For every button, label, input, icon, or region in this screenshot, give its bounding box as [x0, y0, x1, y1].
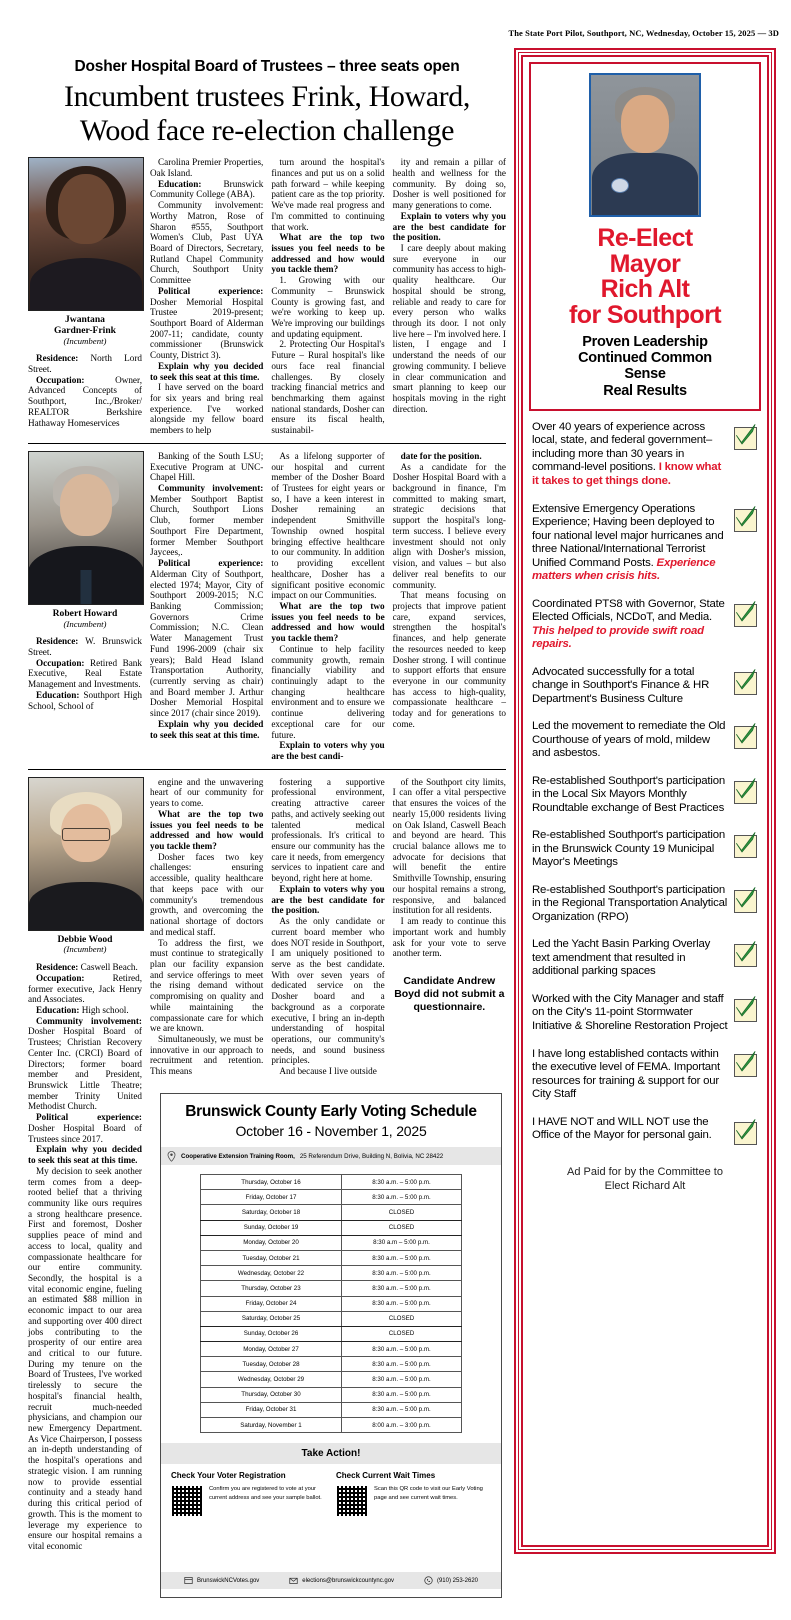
- candidate-column-4: [393, 157, 506, 436]
- table-row: [201, 1190, 462, 1205]
- flyer-location-address: 25 Referendum Drive, Building N, Bolivia, NC 28422: [299, 1152, 444, 1160]
- col2-para: Community involvement: Member Southport Baptist Church, Southport Lions Club, former member Southport Fire Department, former Member Southport Jaycees,.: [150, 483, 264, 558]
- voter-registration-block: [171, 1471, 326, 1517]
- col2-para: What are the top two issues you feel needs to be addressed and how would you tackle them?: [150, 808, 264, 852]
- bio-para: Explain why you decided to seek this seat at this time.: [28, 1144, 142, 1166]
- footer-phone: (910) 253-2620: [436, 1577, 478, 1584]
- candidate-bio: [28, 353, 142, 428]
- table-row: [201, 1418, 462, 1433]
- schedule-hours: 8:30 a.m. – 5:00 p.m.: [342, 1357, 462, 1372]
- checkmark-icon: [733, 940, 758, 965]
- col3-para: As a lifelong supporter of our hospital and current member of the Dosher Board of Trustees for eight years or so, I have a keen interest in Dosher remaining an independent Smithville Township owned hospital bringing effective healthcare to our community. In addition to providing excellent healthcare, Dosher has a significant positive economic impact on our Communities.: [271, 450, 385, 601]
- col2-para: Community involvement: Worthy Matron, Rose of Sharon #555, Southport Women's Club, Past UYA Board of Directors, Secretary, Rutland Chapel Community Church, Southport Unity Committee: [150, 200, 264, 286]
- table-row: [201, 1175, 462, 1190]
- bio-para: Residence: Caswell Beach.: [36, 962, 138, 973]
- candidate-photo-wrap: [28, 451, 142, 629]
- accomplishment-item: [532, 598, 758, 652]
- accomplishment-item: [532, 884, 758, 925]
- accomplishment-item: [532, 666, 758, 707]
- col4-para: I am ready to continue this important work and humbly ask for your vote to serve another term.: [392, 916, 506, 959]
- checkmark-icon: [733, 777, 758, 802]
- take-action-banner: Take Action!: [161, 1443, 501, 1464]
- headline-line-2: Wood face re-election challenge: [79, 113, 455, 147]
- schedule-hours: CLOSED: [342, 1205, 462, 1220]
- flyer-title: Brunswick County Early Voting Schedule: [185, 1103, 477, 1120]
- bio-para: Education: High school.: [36, 1005, 129, 1015]
- bio-para: Education: Southport High School, School of: [28, 689, 142, 711]
- schedule-hours: 8:30 a.m. – 5:00 p.m.: [342, 1296, 462, 1311]
- table-row: [201, 1357, 462, 1372]
- schedule-hours: 8:30 a.m. – 5:00 p.m.: [342, 1342, 462, 1357]
- table-row: [201, 1266, 462, 1281]
- schedule-day: Saturday, October 25: [201, 1311, 342, 1326]
- flyer-location-bar: [161, 1147, 501, 1165]
- bio-para: Residence: W. Brunswick Street.: [28, 636, 142, 657]
- campaign-advertisement: [514, 48, 776, 1554]
- candidate-status: (Incumbent): [63, 618, 107, 629]
- ad-disclaimer: [532, 1165, 758, 1194]
- bio-para: Occupation: Retired, former executive, Jack Henry and Associates.: [28, 972, 142, 1005]
- ad-tagline-line-1: Proven Leadership: [582, 334, 708, 350]
- col2-para: engine and the unwavering heart of our community for years to come.: [150, 776, 264, 809]
- col3-para: Continue to help facility community growth, remain financially viability and continuingly adapt to the changing healthcare environment and to ensure we continue delivering exceptional care for our future.: [271, 643, 385, 740]
- checkmark-icon: [733, 831, 758, 856]
- schedule-day: Friday, October 24: [201, 1296, 342, 1311]
- schedule-hours: CLOSED: [342, 1326, 462, 1341]
- candidate-block-2: [28, 443, 506, 762]
- accomplishment-item: [532, 829, 758, 870]
- table-row: [201, 1220, 462, 1235]
- col2-para: Dosher faces two key challenges: ensuring accessible, quality healthcare that keeps pace with our community's tremendous growth, and overcoming the national shortage of doctors and medical staff.: [150, 851, 264, 937]
- bio-para: Political experience: Dosher Hospital Board of Trustees since 2017.: [28, 1112, 142, 1144]
- early-voting-flyer: [160, 1093, 502, 1598]
- schedule-day: Sunday, October 19: [201, 1220, 342, 1235]
- col4-para: I care deeply about making sure everyone in our community has access to high-quality healthcare. Our hospital should be strong, reliable and ready to care for every person who walks through its door. I not only live here – I'm involved here. I listen, I engage and I understand the needs of our growing community. I believe in clear communication and smart planning to keep our hospitals moving in the right direction.: [392, 242, 506, 414]
- accomplishment-text: Led the movement to remediate the Old Courthouse of years of mold, mildew and asbestos.: [532, 720, 726, 760]
- envelope-icon: [289, 1576, 298, 1585]
- ad-disclaimer-line-1: Ad Paid for by the Committee to: [567, 1165, 723, 1178]
- section-divider: [28, 769, 506, 770]
- schedule-day: Monday, October 27: [201, 1342, 342, 1357]
- accomplishment-text: Over 40 years of experience across local, state, and federal government– including more than 30 years in command-level positions. I know what it takes to get things done.: [532, 420, 722, 487]
- voter-registration-heading: Check Your Voter Registration: [171, 1471, 286, 1481]
- col3-para: fostering a supportive professional environment, creating attractive career paths, and actively seeking out talented medical professionals. It's critical to ensure our community has the care it needs, from emergency services to inpatient care and beyond, right here at home.: [271, 776, 385, 884]
- checkmark-icon: [733, 600, 758, 625]
- col2-para: Explain why you decided to seek this seat at this time.: [150, 360, 264, 382]
- candidate-status: (Incumbent): [63, 944, 107, 955]
- candidate-column-3: [271, 157, 384, 436]
- schedule-hours: 8:00 a.m. – 3:00 p.m.: [342, 1418, 462, 1433]
- checkmark-icon: [733, 423, 758, 448]
- table-row: [201, 1402, 462, 1417]
- bio-para: Occupation: Retired Bank Executive, Real Estate Management and Investments.: [28, 657, 142, 690]
- candidate-bio: [28, 636, 142, 711]
- schedule-day: Wednesday, October 22: [201, 1266, 342, 1281]
- checkmark-icon: [733, 505, 758, 530]
- candidate-status: (Incumbent): [63, 335, 107, 346]
- map-pin-icon: [167, 1151, 176, 1162]
- footer-phone-item[interactable]: [424, 1576, 478, 1585]
- accomplishment-emphasis: I know what it takes to get things done.: [532, 461, 722, 487]
- accomplishment-text: Coordinated PTS8 with Governor, State Elected Officials, NCDoT, and Media. This helped to provide swift road repairs.: [532, 597, 725, 651]
- schedule-hours: 8:30 a.m. – 5:00 p.m.: [342, 1190, 462, 1205]
- bio-para: Residence: North Lord Street.: [28, 353, 142, 375]
- checkmark-icon: [733, 668, 758, 693]
- footer-email-item[interactable]: [289, 1576, 394, 1585]
- flyer-location-name: Cooperative Extension Training Room,: [181, 1152, 295, 1160]
- footer-email: elections@brunswickcountync.gov: [302, 1577, 395, 1584]
- checkmark-icon: [733, 995, 758, 1020]
- col3-para: And because I live outside: [279, 1066, 377, 1077]
- schedule-hours: 8:30 a.m. – 5:00 p.m.: [342, 1281, 462, 1296]
- schedule-day: Thursday, October 30: [201, 1387, 342, 1402]
- col4-para: of the Southport city limits, I can offer a vital perspective that ensures the voices of the nearly 15,000 residents living on Oak Island, Caswell Beach and beyond are heard. This crucial balance allows me to advocate for decisions that will benefit the entire Smithville Township, ensuring our hospital remains a strong, responsive, and balanced institution for all residents.: [392, 776, 506, 916]
- candidate-photo: [28, 451, 144, 605]
- col2-para: Banking of the South LSU; Executive Program at UNC-Chapel Hill.: [150, 450, 264, 483]
- col4-para: Explain to voters why you are the best candidate for the position.: [392, 210, 506, 243]
- ad-headline-line-2: Mayor: [609, 249, 681, 278]
- voter-registration-qr-code[interactable]: [171, 1485, 203, 1517]
- article-kicker: Dosher Hospital Board of Trustees – three seats open: [74, 58, 460, 75]
- col3-para: 2. Protecting Our Hospital's Future – Rural hospital's like ours face real financial challenges. By closely tracking financial metrics and benchmarking them against national standards, Dosher can ensure its fiscal health, sustainabil-: [271, 339, 385, 436]
- schedule-hours: 8:30 a.m. – 5:00 p.m.: [342, 1266, 462, 1281]
- checkmark-icon: [733, 1050, 758, 1075]
- col2-para: Education: Brunswick Community College (ABA).: [150, 178, 264, 200]
- ad-headline-line-3: Rich Alt: [600, 275, 690, 303]
- col3-para: What are the top two issues you feel needs to be addressed and how would you tackle them?: [271, 232, 385, 275]
- table-row: [201, 1311, 462, 1326]
- schedule-hours: 8:30 a.m. – 5:00 p.m.: [342, 1250, 462, 1265]
- candidate-column-3: [271, 451, 384, 762]
- checkmark-icon: [733, 1118, 758, 1143]
- accomplishment-item: [532, 1048, 758, 1102]
- schedule-day: Monday, October 20: [201, 1235, 342, 1250]
- section-divider: [28, 443, 506, 444]
- table-row: [201, 1205, 462, 1220]
- schedule-day: Friday, October 17: [201, 1190, 342, 1205]
- accomplishment-item: [532, 720, 758, 761]
- table-row: [201, 1326, 462, 1341]
- schedule-day: Saturday, November 1: [201, 1418, 342, 1433]
- accomplishment-text: I have long established contacts within the executive level of FEMA. Important resources for training & support for our City Staff: [532, 1047, 721, 1101]
- col4-para: As a candidate for the Dosher Hospital Board with a background in finance, I'm committed to making smart, strategic decisions that support the hospital's long-term success. I believe every investment should not only align with Dosher's mission, vision, and values – but also deliver real benefits to our community.: [392, 461, 506, 590]
- candidate-name: Debbie Wood: [57, 933, 113, 945]
- schedule-day: Friday, October 31: [201, 1402, 342, 1417]
- candidate-photo-wrap: [28, 777, 142, 955]
- accomplishment-text: Extensive Emergency Operations Experience; Having been deployed to four national level major hurricanes and three National/International Terrorist Unified Command Posts. Experience matters when crisis hits.: [532, 502, 724, 583]
- col4-para: date for the position.: [400, 450, 482, 461]
- col2-para: Simultaneously, we must be innovative in our approach to recruitment and retention. This means: [150, 1033, 264, 1077]
- table-row: [201, 1372, 462, 1387]
- ad-tagline-line-2: Continued Common: [578, 350, 712, 367]
- page-title: [28, 80, 506, 147]
- schedule-hours: 8:30 a.m. – 5:00 p.m.: [342, 1372, 462, 1387]
- col3-para: What are the top two issues you feel needs to be addressed and how would you tackle them?: [271, 600, 385, 644]
- candidate-bio: [28, 962, 142, 1552]
- schedule-day: Wednesday, October 29: [201, 1372, 342, 1387]
- accomplishment-emphasis: This helped to provide swift road repairs.: [532, 624, 704, 651]
- checkmark-icon: [733, 886, 758, 911]
- ad-accomplishment-list: [532, 421, 758, 1143]
- candidate-column-4: [393, 451, 506, 762]
- schedule-day: Saturday, October 18: [201, 1205, 342, 1220]
- candidate-column-1: [28, 451, 142, 762]
- col4-para: ity and remain a pillar of health and wellness for the community. By doing so, Dosher is well positioned for many generations to come.: [392, 157, 506, 211]
- candidate-name: Robert Howard: [52, 607, 118, 619]
- accomplishment-text: Re-established Southport's participation in the Local Six Mayors Monthly Roundtable exchange of Best Practices: [532, 774, 725, 814]
- schedule-hours: 8:30 a.m. – 5:00 p.m.: [342, 1402, 462, 1417]
- table-row: [201, 1387, 462, 1402]
- candidate-name: Jwantana Gardner-Frink: [54, 314, 116, 336]
- accomplishment-item: [532, 775, 758, 816]
- col3-para: turn around the hospital's finances and put us on a solid path forward – while keeping patient care as the top priority. We've made real progress and I'm committed to continuing that work.: [271, 157, 385, 232]
- col4-para: That means focusing on projects that improve patient care, expand services, strengthen the hospital's finances, and help generate the resources needed to keep Dosher strong. I will continue to support efforts that ensure everyone in our community has access to high-quality, compassionate healthcare – today and for generations to come.: [392, 590, 506, 729]
- early-voting-schedule-table: [200, 1174, 462, 1433]
- browser-icon: [184, 1576, 193, 1585]
- table-row: [201, 1281, 462, 1296]
- candidate-photo: [28, 777, 144, 931]
- accomplishment-item: [532, 938, 758, 979]
- wait-times-heading: Check Current Wait Times: [336, 1471, 436, 1481]
- col3-para: Explain to voters why you are the best candidate for the position.: [271, 883, 385, 916]
- no-submission-note: Candidate Andrew Boyd did not submit a questionnaire.: [394, 974, 505, 1014]
- ad-tagline-line-3: Sense: [624, 366, 666, 383]
- accomplishment-text: Led the Yacht Basin Parking Overlay text amendment that resulted in additional parking spaces: [532, 938, 711, 978]
- footer-website-item[interactable]: [184, 1576, 259, 1585]
- candidate-column-1: [28, 157, 142, 436]
- col2-para: To address the first, we must continue to strategically plan our facility expansion and service offerings to meet the rising demand without compromising on quality and while maintaining the compassionate care for which we are known.: [150, 937, 264, 1034]
- bio-para: My decision to seek another term comes from a deep-rooted belief that a thriving community like ours requires a strong healthcare presence. First and foremost, Dosher supplies peace of mind and access to local, quality and compassionate healthcare for our entire community. Secondly, the hospital is a vital economic engine, fueling an estimated $88 million in economic impact to our area and supporting over 400 direct jobs contributing to the prosperity of our entire area and critical to our future. During my tenure on the Board of Trustees, I've worked tirelessly to secure the hospital's financial health, recruit much-needed physicians, and champion our new Emergency Department. As Vice Chairperson, I possess an in-depth understanding of the hospital's operations and strategic vision. I am running now to provide essential continuity and a steady hand during this critical period of growth. This is the moment to leverage my experience to ensure our hospital remains a vital economic: [28, 1165, 142, 1551]
- checkmark-icon: [733, 722, 758, 747]
- ad-headline: [537, 226, 753, 328]
- col2-para: Carolina Premier Properties, Oak Island.: [150, 157, 264, 178]
- accomplishment-emphasis: Experience matters when crisis hits.: [532, 556, 716, 583]
- accomplishment-text: Re-established Southport's participation in the Brunswick County 19 Municipal Mayor's Meetings: [532, 829, 725, 869]
- schedule-day: Tuesday, October 28: [201, 1357, 342, 1372]
- schedule-day: Thursday, October 23: [201, 1281, 342, 1296]
- schedule-day: Thursday, October 16: [201, 1175, 342, 1190]
- accomplishment-text: Advocated successfully for a total change in Southport's Finance & HR Department's Business Culture: [532, 665, 710, 705]
- accomplishment-item: [532, 993, 758, 1034]
- accomplishment-text: Worked with the City Manager and staff on the City's 11-point Stormwater Initiative & Shoreline Restoration Project: [532, 992, 728, 1032]
- candidate-column-2: [150, 157, 263, 436]
- col2-para: I have served on the board for six years and bring real experience. I've worked alongside my fellow board members to help: [150, 382, 264, 436]
- candidate-column-2: [150, 451, 263, 762]
- ad-headline-line-1: Re-Elect: [597, 224, 693, 252]
- col3-para: 1. Growing with our Community – Brunswick County is growing fast, and we're working to keep up. We're improving our buildings and updating equipment.: [271, 275, 385, 339]
- schedule-hours: CLOSED: [342, 1311, 462, 1326]
- ad-hero-panel: [529, 62, 761, 411]
- accomplishment-item: [532, 421, 758, 489]
- schedule-hours: CLOSED: [342, 1220, 462, 1235]
- col3-para: As the only candidate or current board member who does NOT reside in Southport, I am uniquely positioned to serve as the best candidate. With over seven years of dedicated service on the Dosher board and a background as a corporate executive, I bring an in-depth understanding of hospital operations, our community's needs, and sound business principles.: [271, 916, 385, 1066]
- wait-times-block: [336, 1471, 491, 1517]
- wait-times-text: Scan this QR code to visit our Early Voting page and see current wait times.: [374, 1486, 483, 1502]
- ad-disclaimer-line-2: Elect Richard Alt: [604, 1179, 686, 1192]
- wait-times-qr-code[interactable]: [336, 1485, 368, 1517]
- col2-para: Explain why you decided to seek this seat at this time.: [150, 718, 264, 740]
- headline-line-1: Incumbent trustees Frink, Howard,: [64, 80, 470, 113]
- bio-para: Community involvement: Dosher Hospital Board of Trustees; Christian Recovery Center Inc. (CRCI) Board of Directors; former board member and President, Brunswick Little Theatre; member Trinity United Methodist Church.: [28, 1015, 142, 1112]
- table-row: [201, 1296, 462, 1311]
- voter-registration-text: Confirm you are registered to vote at your current address and see your sample ballot.: [209, 1486, 322, 1502]
- flyer-footer: [161, 1572, 501, 1589]
- phone-icon: [424, 1576, 433, 1585]
- footer-website: BrunswickNCVotes.gov: [196, 1577, 260, 1584]
- candidate-portrait-rich-alt: [589, 73, 701, 217]
- accomplishment-item: [532, 503, 758, 584]
- flyer-subtitle: October 16 - November 1, 2025: [235, 1123, 427, 1139]
- table-row: [201, 1235, 462, 1250]
- ad-tagline-line-4: Real Results: [603, 382, 687, 399]
- table-row: [201, 1342, 462, 1357]
- schedule-hours: 8:30 a.m. – 5:00 p.m.: [342, 1387, 462, 1402]
- ad-headline-line-4: for Southport: [569, 300, 721, 329]
- schedule-hours: 8:30 a.m – 5:00 p.m.: [342, 1235, 462, 1250]
- masthead-dateline: The State Port Pilot, Southport, NC, Wednesday, October 15, 2025 — 3D: [508, 28, 779, 38]
- accomplishment-text: I HAVE NOT and WILL NOT use the Office of the Mayor for personal gain.: [532, 1115, 712, 1142]
- col2-para: Political experience: Alderman City of Southport, elected 1974; Mayor, City of Southport 2009-2015; N.C Banking Commission; Governors Crime Commission; N.C. Clean Water Management Trust Fund 1996-2009 (chair six years); Bald Head Island Transportation Authority, (currently serving as chair) and Board member J. Arthur Dosher Memorial Hospital since 2017 (chair since 2019).: [150, 558, 264, 719]
- ad-tagline: [537, 334, 753, 399]
- schedule-hours: 8:30 a.m. – 5:00 p.m.: [342, 1175, 462, 1190]
- table-row: [201, 1250, 462, 1265]
- bio-para: Occupation: Owner, Advanced Concepts of Southport, Inc.,/Broker/ REALTOR Berkshire Hathaway Homeservices: [28, 374, 142, 428]
- col3-para: Explain to voters why you are the best candi-: [271, 740, 385, 761]
- accomplishment-item: [532, 1116, 758, 1143]
- candidate-block-1: [28, 157, 506, 436]
- candidate-column-1: [28, 777, 142, 1552]
- accomplishment-text: Re-established Southport's participation in the Regional Transportation Analytical Organization (RPO): [532, 883, 728, 923]
- schedule-day: Sunday, October 26: [201, 1326, 342, 1341]
- schedule-day: Tuesday, October 21: [201, 1250, 342, 1265]
- candidate-photo-wrap: [28, 157, 142, 346]
- col2-para: Political experience: Dosher Memorial Hospital Trustee 2019-present; Southport Board of Alderman 2007-11; candidate, county commissioner (Brunswick County, District 3).: [150, 285, 264, 361]
- candidate-photo: [28, 157, 144, 311]
